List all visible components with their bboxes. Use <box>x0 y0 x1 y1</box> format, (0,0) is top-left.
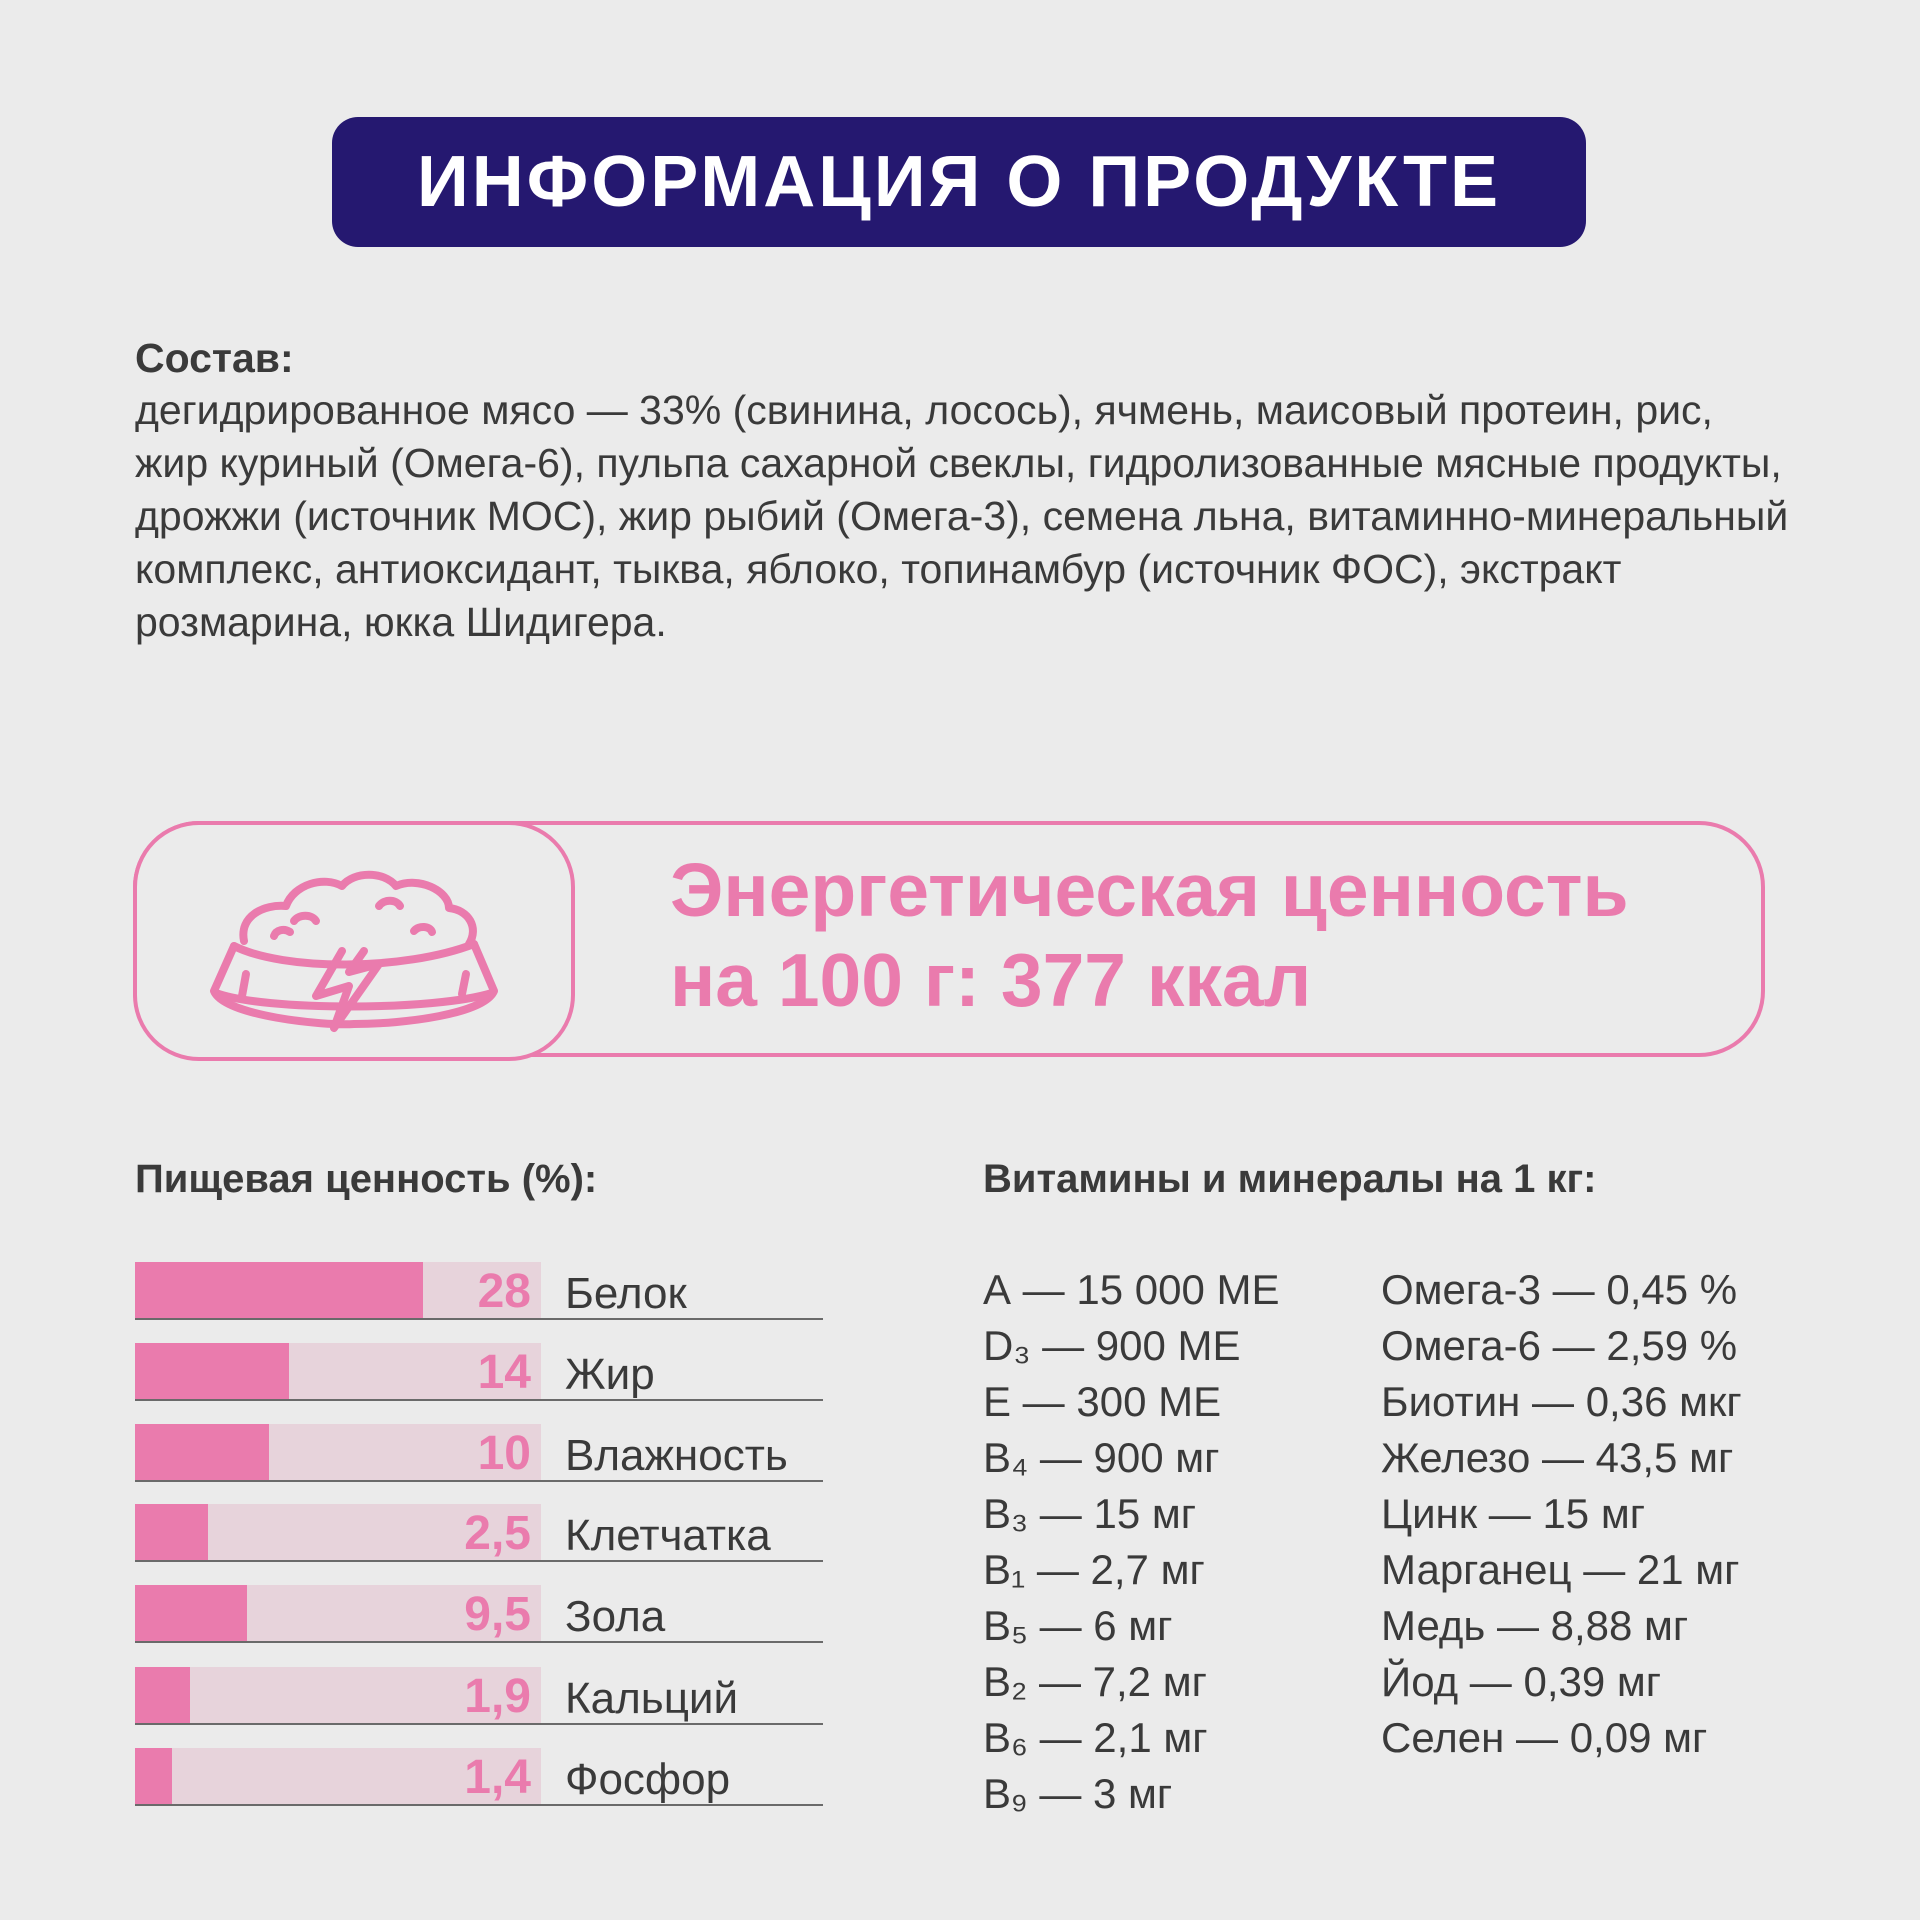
nutrition-value: 10 <box>477 1427 531 1480</box>
nutrition-value: 2,5 <box>464 1507 531 1560</box>
vitamin-item: Омега-6 — 2,59 % <box>1381 1322 1738 1369</box>
nutrition-bar-fill <box>135 1667 190 1723</box>
nutrition-name: Влажность <box>565 1431 788 1480</box>
vitamins-heading: Витамины и минералы на 1 кг: <box>983 1157 1597 1201</box>
vitamin-item: А — 15 000 МЕ <box>983 1266 1280 1313</box>
nutrition-row <box>135 1262 823 1320</box>
nutrition-heading: Пищевая ценность (%): <box>135 1157 598 1201</box>
vitamin-item: В₆ — 2,1 мг <box>983 1714 1208 1761</box>
nutrition-bar-fill <box>135 1748 172 1804</box>
nutrition-row <box>135 1585 823 1643</box>
vitamin-item: В₄ — 900 мг <box>983 1434 1220 1481</box>
nutrition-bar-fill <box>135 1343 289 1399</box>
vitamins-column-1 <box>983 1262 1279 1822</box>
nutrition-value: 1,4 <box>464 1751 531 1804</box>
vitamin-item: В₉ — 3 мг <box>983 1770 1173 1817</box>
nutrition-row <box>135 1748 823 1806</box>
nutrition-value: 14 <box>477 1346 531 1399</box>
page-title: ИНФОРМАЦИЯ О ПРОДУКТЕ <box>417 142 1501 222</box>
composition-block <box>135 332 1795 649</box>
food-bowl-energy-icon <box>204 846 504 1036</box>
nutrition-name: Жир <box>565 1350 655 1399</box>
vitamin-item: В₁ — 2,7 мг <box>983 1546 1205 1593</box>
nutrition-name: Фосфор <box>565 1755 731 1804</box>
nutrition-name: Клетчатка <box>565 1511 771 1560</box>
vitamin-item: В₅ — 6 мг <box>983 1602 1173 1649</box>
nutrition-bar-fill <box>135 1504 208 1560</box>
vitamin-item: Марганец — 21 мг <box>1381 1546 1740 1593</box>
vitamin-item: Омега-3 — 0,45 % <box>1381 1266 1738 1313</box>
nutrition-value: 28 <box>477 1265 531 1318</box>
energy-value <box>670 845 1750 1025</box>
energy-line-2: на 100 г: 377 ккал <box>670 938 1312 1022</box>
vitamin-item: Е — 300 МЕ <box>983 1378 1222 1425</box>
composition-text: дегидрированное мясо — 33% (свинина, лосось), ячмень, маисовый протеин, рис, жир куриный (Омега-6), пульпа сахарной свеклы, гидролизованные мясные продукты, дрожжи (источник МОС), жир рыбий (Омега-3), семена льна, витаминно-минеральный комплекс, антиоксидант, тыква, яблоко, топинамбур (источник ФОС), экстракт розмарина, юкка Шидигера. <box>135 387 1789 645</box>
nutrition-bar-fill <box>135 1585 247 1641</box>
vitamins-column-2 <box>1381 1262 1742 1766</box>
nutrition-value: 9,5 <box>464 1588 531 1641</box>
vitamin-item: Биотин — 0,36 мкг <box>1381 1378 1742 1425</box>
vitamin-item: В₃ — 15 мг <box>983 1490 1197 1537</box>
energy-line-1: Энергетическая ценность <box>670 848 1629 932</box>
vitamin-item: Йод — 0,39 мг <box>1381 1658 1662 1705</box>
title-banner <box>332 117 1586 247</box>
nutrition-row <box>135 1424 823 1482</box>
nutrition-bar-fill <box>135 1424 269 1480</box>
vitamin-item: Цинк — 15 мг <box>1381 1490 1646 1537</box>
nutrition-name: Зола <box>565 1592 666 1641</box>
nutrition-name: Белок <box>565 1269 687 1318</box>
energy-icon-box <box>133 821 575 1061</box>
vitamin-item: Селен — 0,09 мг <box>1381 1714 1708 1761</box>
nutrition-bar-fill <box>135 1262 423 1318</box>
composition-label: Состав: <box>135 335 294 381</box>
nutrition-row <box>135 1504 823 1562</box>
vitamin-item: D₃ — 900 МЕ <box>983 1322 1241 1369</box>
nutrition-row <box>135 1343 823 1401</box>
nutrition-name: Кальций <box>565 1674 739 1723</box>
nutrition-value: 1,9 <box>464 1670 531 1723</box>
nutrition-row <box>135 1667 823 1725</box>
vitamin-item: Медь — 8,88 мг <box>1381 1602 1689 1649</box>
vitamin-item: Железо — 43,5 мг <box>1381 1434 1734 1481</box>
vitamin-item: В₂ — 7,2 мг <box>983 1658 1207 1705</box>
